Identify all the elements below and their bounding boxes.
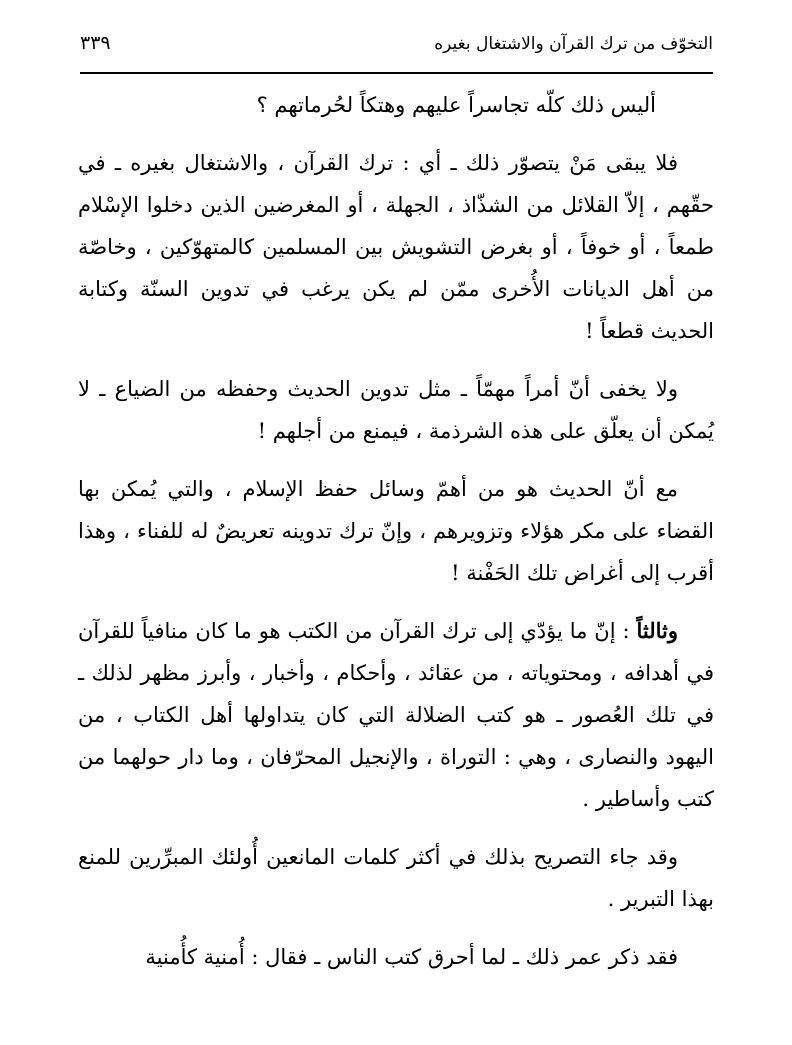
paragraph-text: مع أنّ الحديث هو من أهمّ وسائل حفظ الإسلام ، والتي يُمكن بها القضاء على مكر هؤلاء وتزويرهم ، وإنّ ترك تدوينه تعريضٌ له للفناء ، وهذا أقرب إلى أغراض تلك الحَفْنة ! (78, 477, 714, 585)
paragraph-text: ولا يخفى أنّ أمراً مهمّاً ـ مثل تدوين الحديث وحفظه من الضياع ـ لا يُمكن أن يعلّق على هذه الشرذمة ، فيمنع من أجلهم ! (78, 377, 714, 443)
page-header (80, 30, 713, 64)
paragraph-text: فلا يبقى مَنْ يتصوّر ذلك ـ أي : ترك القرآن ، والاشتغال بغيره ـ في حقّهم ، إلاّ القلائل من الشذّاذ ، الجهلة ، أو المغرضين الذين دخلوا الإسْلام طمعاً ، أو خوفاً ، أو بغرض التشويش بين المسلمين كالمتهوّكين ، وخاصّة من أهل الديانات الأُخرى ممّن لم يكن يرغب في تدوين السنّة وكتابة الحديث قطعاً ! (78, 151, 714, 343)
paragraph (78, 468, 714, 594)
header-rule (80, 72, 713, 74)
paragraph (78, 368, 714, 452)
paragraph-lead: وثالثاً (636, 618, 678, 643)
paragraph (78, 142, 714, 352)
page-number: ٣٣٩ (80, 32, 111, 54)
paragraph (78, 836, 714, 920)
paragraph-text: : إنّ ما يؤدّي إلى ترك القرآن من الكتب هو ما كان منافياً للقرآن في أهدافه ، ومحتوياته ، من عقائد ، وأحكام ، وأخبار ، وأبرز مظهر لذلك ـ في تلك العُصور ـ هو كتب الضلالة التي كان يتداولها أهل الكتاب ، من اليهود والنصارى ، وهي : التوراة ، والإنجيل المحرّفان ، وما دار حولهما من كتب وأساطير . (78, 619, 714, 811)
running-title: التخوّف من ترك القرآن والاشتغال بغيره (434, 34, 713, 54)
paragraph-text: فقد ذكر عمر ذلك ـ لما أحرق كتب الناس ـ فقال : أُمنية كأُمنية (145, 945, 678, 969)
paragraph-text: أليس ذلك كلّه تجاسراً عليهم وهتكاً لحُرماتهم ؟ (256, 93, 656, 117)
paragraph (78, 84, 714, 126)
paragraph (78, 936, 714, 978)
body-text (78, 84, 714, 994)
paragraph-text: وقد جاء التصريح بذلك في أكثر كلمات المانعين أُولئك المبرِّرين للمنع بهذا التبرير . (78, 845, 714, 911)
paragraph (78, 610, 714, 820)
